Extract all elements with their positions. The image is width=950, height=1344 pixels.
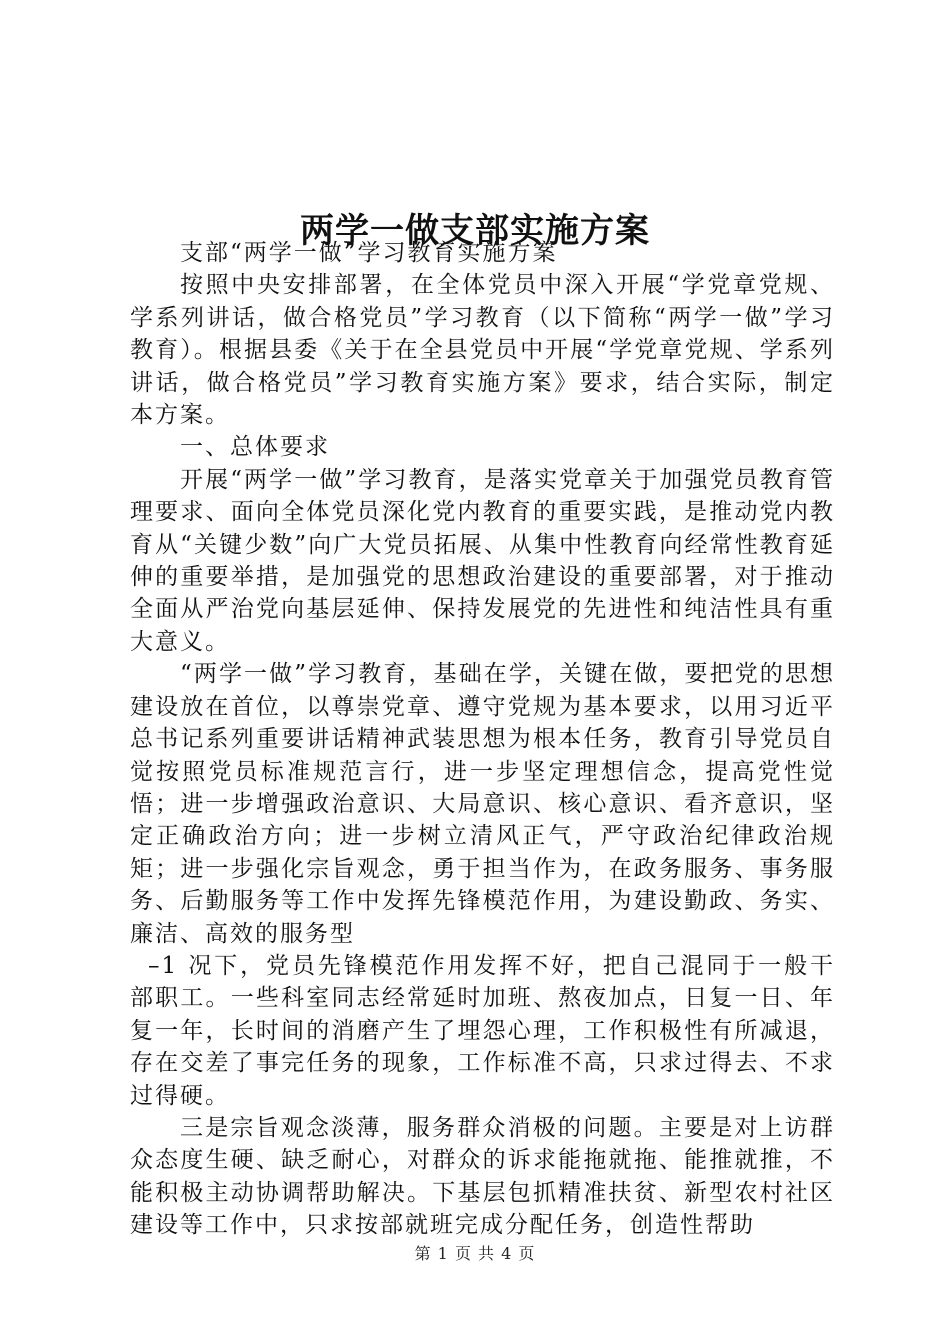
paragraph-subtitle: 支部“两学一做”学习教育实施方案 (180, 240, 558, 266)
paragraph-intro: 按照中央安排部署，在全体党员中深入开展“学党章党规、学系列讲话，做合格党员”学习教育（以下简称“两学一做”学习教育）。根据县委《关于在全县党员中开展“学党章党规、学系列讲话，做合格党员”学习教育实施方案》要求，结合实际，制定本方案。 (130, 272, 835, 429)
document-title: 两学一做支部实施方案 (300, 210, 650, 251)
paragraph-significance: 开展“两学一做”学习教育，是落实党章关于加强党员教育管理要求、面向全体党员深化党内教育的重要实践，是推动党内教育从“关键少数”向广大党员拓展、从集中性教育向经常性教育延伸的重要举措，是加强党的思想政治建设的重要部署，对于推动全面从严治党向基层延伸、保持发展党的先进性和纯洁性具有重大意义。 (130, 466, 835, 655)
section-heading-general-requirements: 一、总体要求 (180, 434, 330, 461)
paragraph-goals: “两学一做”学习教育，基础在学，关键在做，要把党的思想建设放在首位，以尊崇党章、遵守党规为基本要求，以用习近平总书记系列重要讲话精神武装思想为根本任务，教育引导党员自觉按照党员标准规范言行，进一步坚定理想信念，提高党性觉悟；进一步增强政治意识、大局意识、核心意识、看齐意识，坚定正确政治方向；进一步树立清风正气，严守政治纪律政治规矩；进一步强化宗旨观念，勇于担当作为，在政务服务、事务服务、后勤服务等工作中发挥先锋模范作用，为建设勤政、务实、廉洁、高效的服务型 (130, 661, 835, 947)
paragraph-fragment: –1 况下，党员先锋模范作用发挥不好，把自己混同于一般干部职工。一些科室同志经常延时加班、熬夜加点，日复一日、年复一年，长时间的消磨产生了埋怨心理，工作积极性有所减退，存在交差了事完任务的现象，工作标准不高，只求过得去、不求过得硬。 (130, 952, 835, 1109)
paragraph-third-issue: 三是宗旨观念淡薄，服务群众消极的问题。主要是对上访群众态度生硬、缺乏耐心，对群众的诉求能拖就拖、能推就推，不能积极主动协调帮助解决。下基层包抓精准扶贫、新型农村社区建设等工作中，只求按部就班完成分配任务，创造性帮助 (130, 1114, 835, 1239)
document-body (130, 237, 835, 1242)
page-footer: 第 1 页 共 4 页 (414, 1244, 536, 1263)
